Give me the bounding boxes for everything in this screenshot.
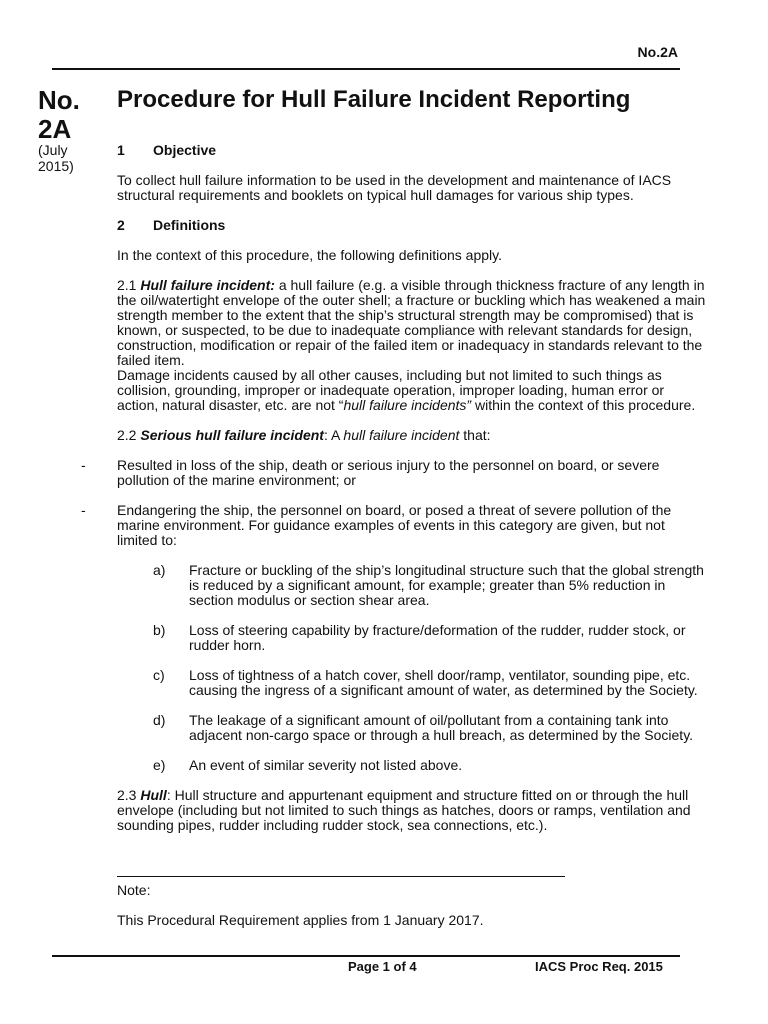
objective-text: To collect hull failure information to be used in the development and maintenance of IACS structural requirements and booklets on typical hull damages for various ship types. bbox=[117, 172, 672, 203]
definition-2-2-em: hull failure incident bbox=[343, 427, 460, 443]
document-date-line-1: (July bbox=[38, 142, 68, 158]
list-item-text: An event of similar severity not listed above. bbox=[189, 757, 463, 773]
definition-2-1-term: Hull failure incident bbox=[140, 277, 271, 293]
list-item-text: Endangering the ship, the personnel on board, or posed a threat of severe pollution of the marine environment. For guidance examples of events in this category are given, but not limited to: bbox=[117, 502, 672, 548]
list-item-text: The leakage of a significant amount of oil/pollutant from a containing tank into adjacent non-cargo space or through a hull breach, as determined by the Society. bbox=[189, 712, 694, 743]
definition-2-1-exclusions-term: hull failure incidents” bbox=[343, 397, 472, 413]
definition-2-2-tail: that: bbox=[459, 427, 491, 443]
list-item bbox=[153, 713, 707, 743]
section-2-title: Definitions bbox=[153, 217, 226, 233]
guidance-examples bbox=[153, 563, 707, 773]
list-item-text: Resulted in loss of the ship, death or serious injury to the personnel on board, or severe pollution of the marine environment; or bbox=[117, 457, 660, 488]
definition-2-2-term: Serious hull failure incident bbox=[140, 427, 324, 443]
definition-2-1 bbox=[117, 278, 707, 413]
footer-rule bbox=[52, 955, 680, 957]
definition-2-1-text: a hull failure (e.g. a visible through thickness fracture of any length in the oil/watertight envelope of the outer shell; a fracture or buckling which has weakened a main strength member to the extent that the ship’s structural strength may be compromised) that is known, or suspected, to be due to inadequate compliance with relevant standards for design, construction, modification or repair of the failed item or inadequacy in standards relevant to the failed item. bbox=[117, 277, 706, 368]
section-2-number: 2 bbox=[117, 217, 125, 233]
list-item bbox=[153, 623, 707, 653]
definition-2-3-number: 2.3 bbox=[117, 787, 137, 803]
list-item-marker: a) bbox=[153, 562, 166, 578]
definition-2-3-term: Hull bbox=[140, 787, 167, 803]
section-1-title: Objective bbox=[153, 142, 217, 158]
section-1-number: 1 bbox=[117, 142, 125, 158]
definition-2-2 bbox=[117, 428, 707, 443]
list-item-text: Loss of steering capability by fracture/deformation of the rudder, rudder stock, or rudder horn. bbox=[189, 622, 686, 653]
definitions-intro: In the context of this procedure, the following definitions apply. bbox=[117, 247, 502, 263]
note-rule bbox=[117, 876, 565, 877]
header-reference: No.2A bbox=[637, 44, 678, 60]
footer-reference: IACS Proc Req. 2015 bbox=[535, 959, 663, 974]
definition-2-2-colon: : A bbox=[323, 427, 344, 443]
list-item bbox=[153, 758, 707, 773]
document-number bbox=[38, 86, 80, 144]
list-item bbox=[153, 668, 707, 698]
list-item bbox=[153, 563, 707, 608]
list-item-text: Fracture or buckling of the ship’s longitudinal structure such that the global strength is reduced by a significant amount, for example; greater than 5% reduction in section modulus or section shear area. bbox=[189, 562, 704, 608]
document-date-line-2: 2015) bbox=[38, 158, 74, 174]
page-title: Procedure for Hull Failure Incident Reporting bbox=[117, 86, 631, 113]
note-text: This Procedural Requirement applies from 1 January 2017. bbox=[117, 912, 484, 928]
definition-2-1-colon: : bbox=[270, 277, 275, 293]
document-body bbox=[81, 142, 707, 848]
document-date bbox=[38, 142, 74, 174]
document-number-line-2: 2A bbox=[38, 114, 72, 144]
definition-2-1-exclusions-tail: within the context of this procedure. bbox=[471, 397, 696, 413]
list-item-marker: e) bbox=[153, 757, 166, 773]
definition-2-2-number: 2.2 bbox=[117, 427, 137, 443]
list-item-marker: - bbox=[81, 502, 86, 518]
list-item-marker: d) bbox=[153, 712, 166, 728]
section-1-heading bbox=[117, 143, 707, 158]
definition-2-3 bbox=[117, 788, 707, 833]
definition-2-1-number: 2.1 bbox=[117, 277, 137, 293]
section-2-heading bbox=[117, 218, 707, 233]
footer-page-number: Page 1 of 4 bbox=[348, 959, 417, 974]
definition-2-3-text: : Hull structure and appurtenant equipment and structure fitted on or through the hull envelope (including but not limited to such things as hatches, doors or ramps, ventilation and sounding pipes, rudder including rudder stock, sea connections, etc.). bbox=[117, 787, 691, 833]
document-number-line-1: No. bbox=[38, 85, 80, 115]
list-item-marker: - bbox=[81, 457, 86, 473]
header-rule bbox=[52, 68, 680, 70]
list-item-marker: b) bbox=[153, 622, 166, 638]
list-item bbox=[81, 457, 707, 488]
list-item-text: Loss of tightness of a hatch cover, shell door/ramp, ventilator, sounding pipe, etc. causing the ingress of a significant amount of water, as determined by the Society. bbox=[189, 667, 698, 698]
definition-2-1-exclusions: Damage incidents caused by all other causes, including but not limited to such things as collision, grounding, improper or inadequate operation, improper loading, human error or action, natural disaster, etc. are not “ bbox=[117, 367, 665, 413]
list-item bbox=[81, 502, 707, 548]
note-label: Note: bbox=[117, 882, 151, 898]
list-item-marker: c) bbox=[153, 667, 165, 683]
